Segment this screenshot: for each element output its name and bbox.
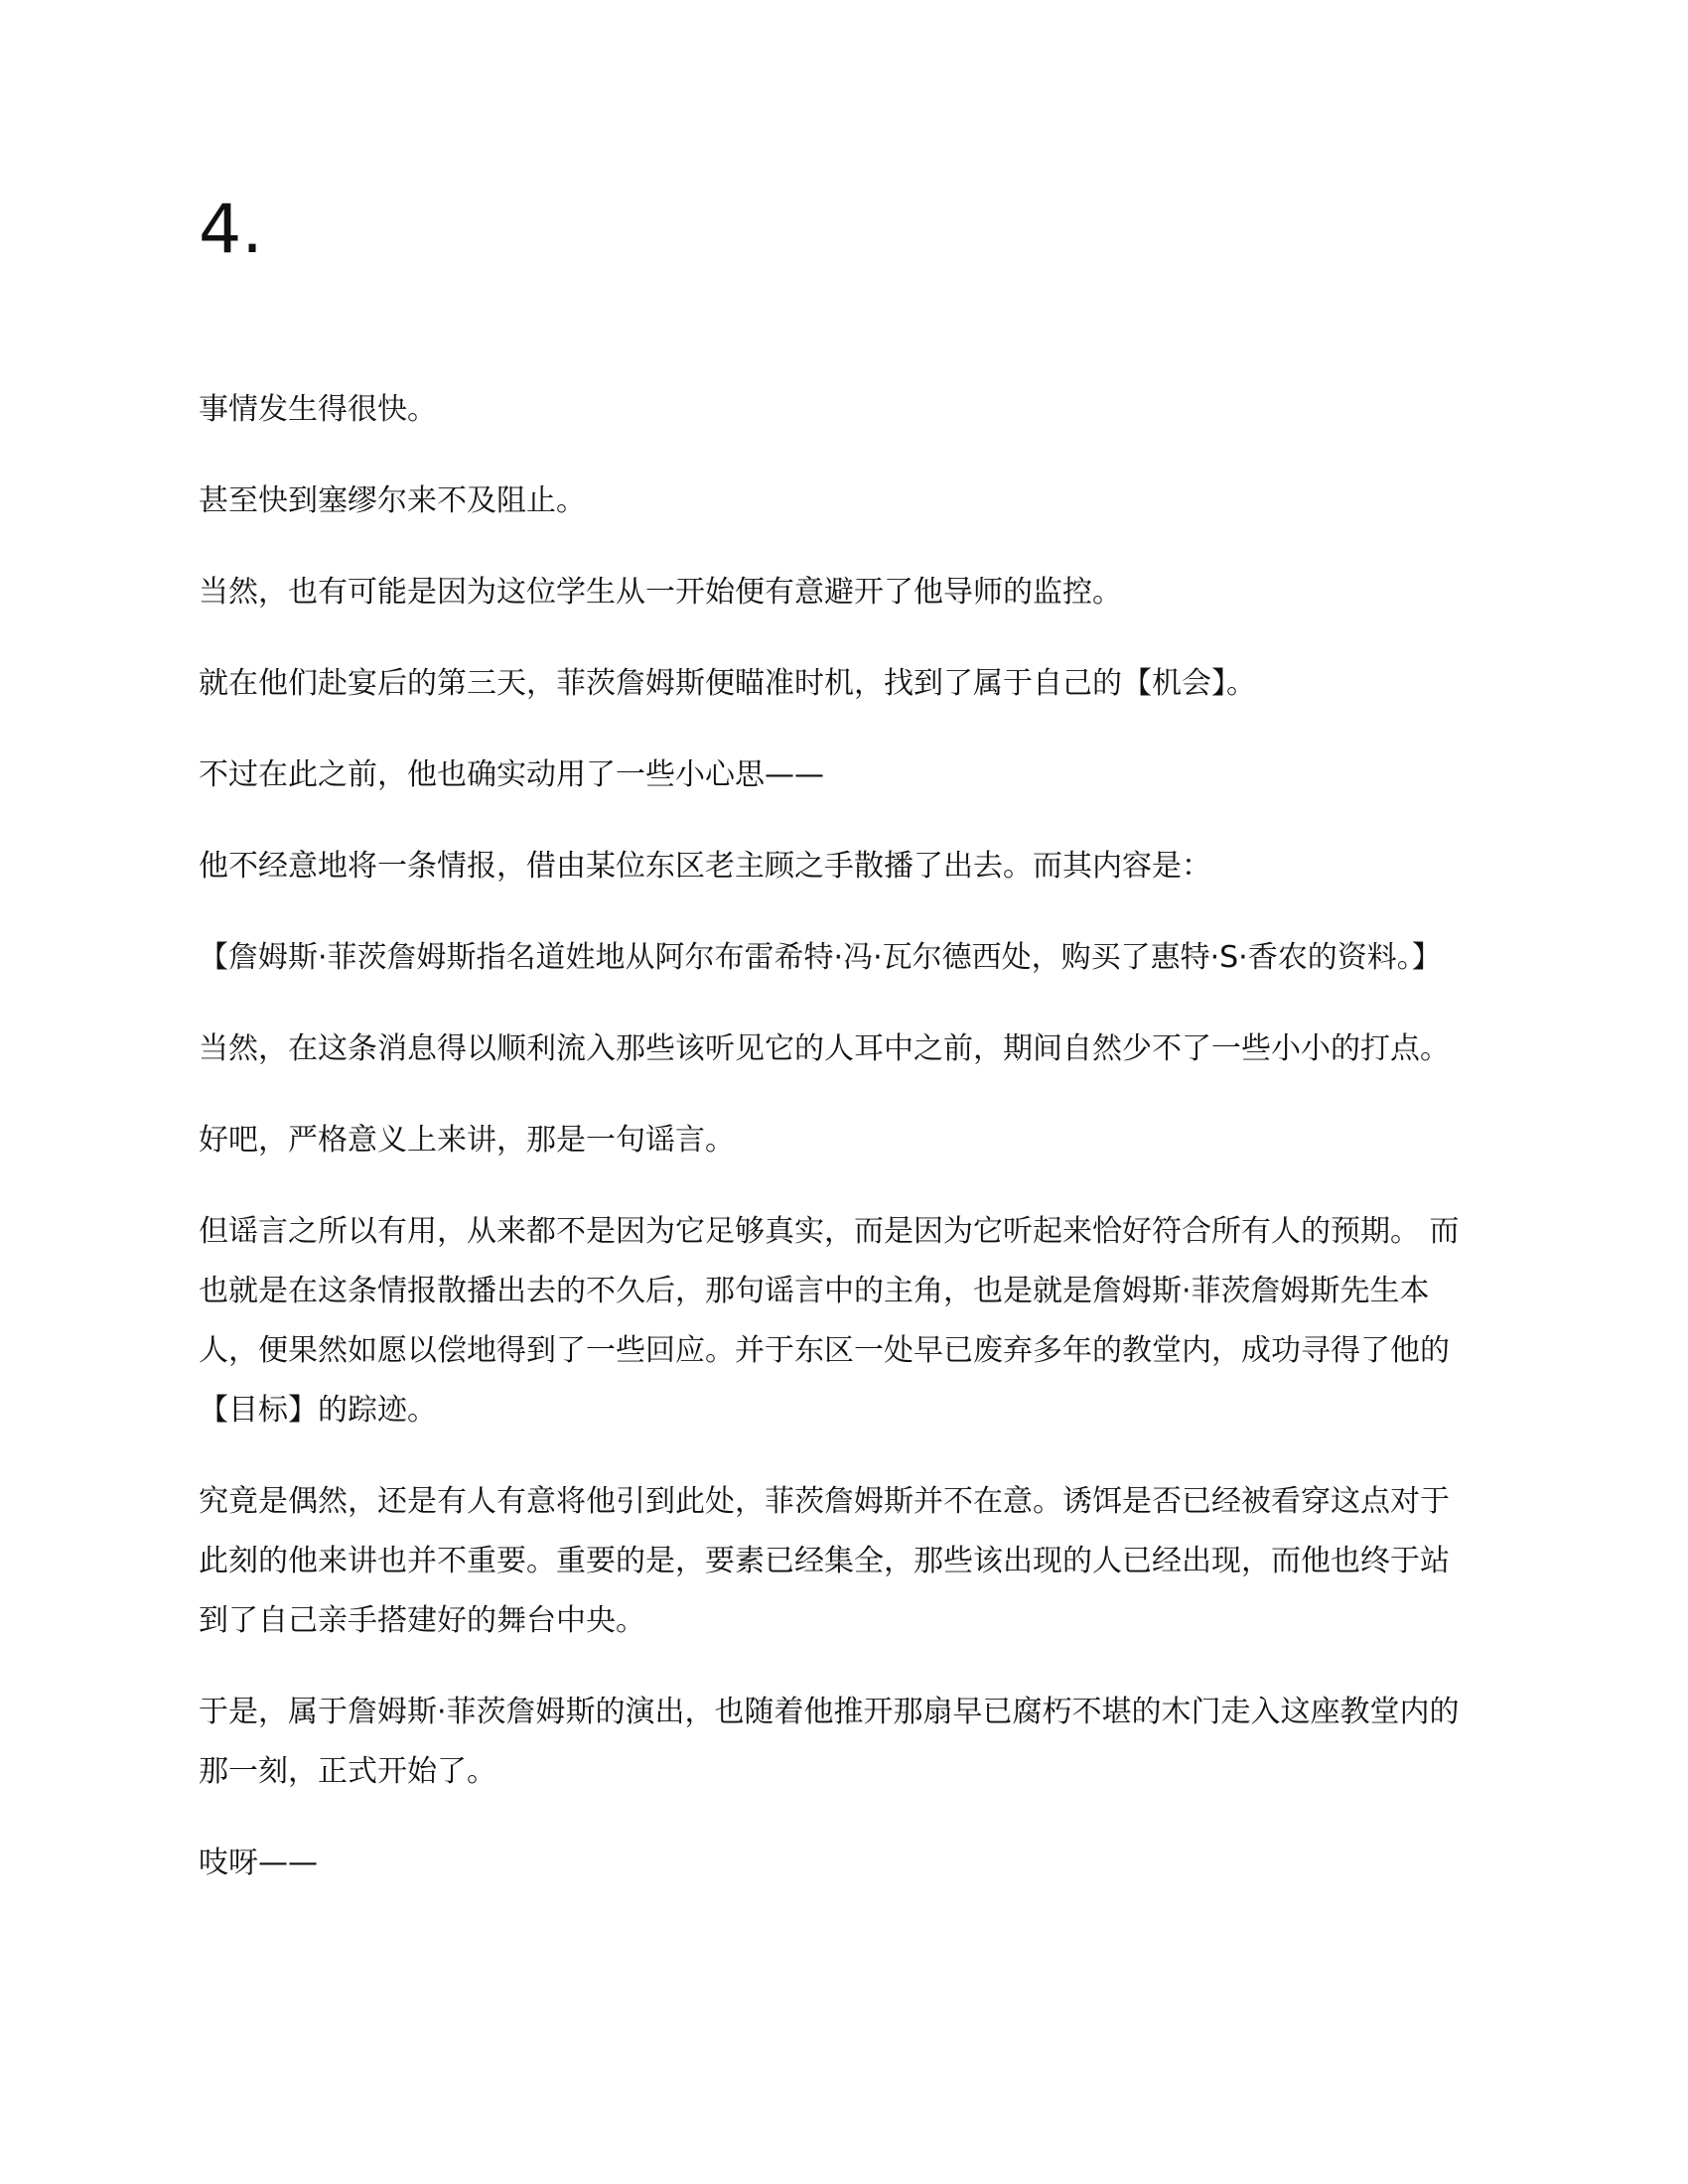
paragraph-2 <box>199 472 1489 531</box>
paragraph-line: 到了自己亲手搭建好的舞台中央。 <box>199 1603 645 1638</box>
paragraph-line: 那一刻，正式开始了。 <box>199 1754 496 1789</box>
paragraph-line: 人，便果然如愿以偿地得到了一些回应。并于东区一处早已废弃多年的教堂内，成功寻得了他的 <box>199 1333 1450 1368</box>
paragraph-13 <box>199 1834 1489 1893</box>
paragraph-5 <box>199 746 1489 805</box>
paragraph-1 <box>199 380 1489 440</box>
paragraph-3 <box>199 563 1489 622</box>
paragraph-line: 就在他们赴宴后的第三天，菲茨詹姆斯便瞄准时机，找到了属于自己的【机会】。 <box>199 666 1256 701</box>
paragraph-11 <box>199 1472 1489 1651</box>
paragraph-line: 吱呀—— <box>199 1845 318 1880</box>
paragraph-10 <box>199 1202 1489 1440</box>
paragraph-4 <box>199 654 1489 714</box>
chapter-title: 4. <box>199 191 263 269</box>
paragraph-line: 但谣言之所以有用，从来都不是因为它足够真实，而是因为它听起来恰好符合所有人的预期。 而 <box>199 1214 1460 1249</box>
paragraph-8 <box>199 1020 1489 1079</box>
paragraph-line: 他不经意地将一条情报，借由某位东区老主顾之手散播了出去。而其内容是： <box>199 849 1211 884</box>
paragraph-line: 【詹姆斯·菲茨詹姆斯指名道姓地从阿尔布雷希特·冯·瓦尔德西处，购买了惠特·S·香农的资料。】 <box>199 940 1442 975</box>
document-page <box>199 0 1489 2184</box>
paragraph-line: 当然，也有可能是因为这位学生从一开始便有意避开了他导师的监控。 <box>199 575 1122 610</box>
paragraph-line: 也就是在这条情报散播出去的不久后，那句谣言中的主角，也是就是詹姆斯·菲茨詹姆斯先生本 <box>199 1274 1430 1308</box>
paragraph-line: 于是，属于詹姆斯·菲茨詹姆斯的演出，也随着他推开那扇早已腐朽不堪的木门走入这座教堂内的 <box>199 1695 1460 1729</box>
paragraph-9 <box>199 1111 1489 1170</box>
paragraph-6 <box>199 837 1489 896</box>
paragraph-line: 事情发生得很快。 <box>199 392 437 427</box>
paragraph-line: 【目标】的踪迹。 <box>199 1393 437 1428</box>
paragraph-line: 当然，在这条消息得以顺利流入那些该听见它的人耳中之前，期间自然少不了一些小小的打点。 <box>199 1031 1450 1066</box>
paragraph-line: 此刻的他来讲也并不重要。重要的是，要素已经集全，那些该出现的人已经出现，而他也终于站 <box>199 1544 1450 1578</box>
paragraph-line: 究竟是偶然，还是有人有意将他引到此处，菲茨詹姆斯并不在意。诱饵是否已经被看穿这点对于 <box>199 1484 1450 1519</box>
paragraph-7 <box>199 928 1489 988</box>
paragraph-line: 好吧，严格意义上来讲，那是一句谣言。 <box>199 1123 735 1158</box>
paragraph-12 <box>199 1683 1489 1802</box>
paragraph-line: 甚至快到塞缪尔来不及阻止。 <box>199 483 586 518</box>
paragraph-line: 不过在此之前，他也确实动用了一些小心思—— <box>199 757 824 792</box>
